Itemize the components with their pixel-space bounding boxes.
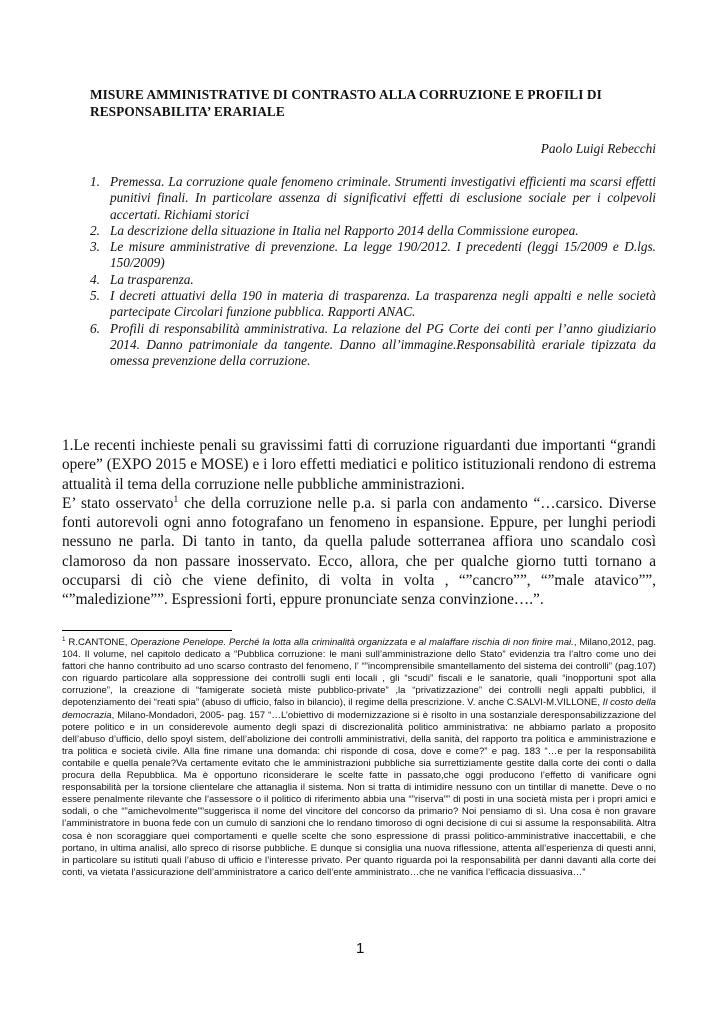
toc-item-number: 4. xyxy=(90,271,100,287)
footnote-author: R.CANTONE, xyxy=(65,637,131,648)
toc-item xyxy=(90,223,656,239)
toc-item xyxy=(90,321,656,370)
footnote-text: , Milano,2012, pag. 104. Il volume, nel capitolo dedicato a “Pubblica corruzione: le mani sull’amministrazione dello Stato” evidenzia tra l’altro come uno dei fattori che hanno contribuito ad uno scarso contrasto del fenomeno, l’ “”incomprensibile smantellamento del sistema dei controlli” (pag.107) con riguardo particolare alla soppressione dei controlli sugli enti locali , gli “scudi” fiscali e le sanatorie, quali “inopportuni spot alla corruzione”, la creazione di “famigerate società miste pubblico-private” ,la “privatizzazione” dei controlli negli appalti pubblici, il depotenziamento dei “reati spia” (abuso di ufficio, falso in bilancio), il regime della prescrizione. V. anche C.SALVI-M.VILLONE, xyxy=(62,637,656,709)
page-number: 1 xyxy=(356,940,365,957)
table-of-contents xyxy=(90,174,656,370)
footnote-separator xyxy=(62,630,232,631)
footnote-number: 1 xyxy=(62,635,66,643)
toc-item-number: 5. xyxy=(90,288,100,304)
footnote-book-title: Operazione Penelope. Perché la lotta alla criminalità organizzata e al malaffare rischia di non finire mai. xyxy=(130,637,574,648)
toc-item-number: 6. xyxy=(90,320,100,336)
toc-item xyxy=(90,174,656,223)
body-text xyxy=(62,436,656,610)
footnote-reference[interactable]: 1 xyxy=(173,493,179,505)
footnote xyxy=(62,637,656,879)
paragraph-1: 1.Le recenti inchieste penali su gravissimi fatti di corruzione riguardanti due importanti “grandi opere” (EXPO 2015 e MOSE) e i loro effetti mediatici e politico istituzionali rendono di estrema attualità il tema della corruzione nelle pubbliche amministrazioni. xyxy=(62,437,656,493)
paragraph-2-start: E’ stato osservato xyxy=(62,494,174,512)
toc-item-text: Le misure amministrative di prevenzione. La legge 190/2012. I precedenti (leggi 15/2009 e D.lgs. 150/2009) xyxy=(110,239,656,271)
toc-item xyxy=(90,288,656,321)
toc-item xyxy=(90,239,656,272)
toc-item xyxy=(90,272,656,288)
paragraph-2 xyxy=(62,494,656,610)
toc-item-number: 1. xyxy=(90,174,100,189)
toc-item-text: Profili di responsabilità amministrativa. La relazione del PG Corte dei conti per l’anno giudiziario 2014. Danno patrimoniale da tangente. Danno all’immagine.Responsabilità erariale tipizzata da omessa prevenzione della corruzione. xyxy=(110,320,656,369)
footnote-text-2: , Milano-Mondadori, 2005- pag. 157 “…L’obiettivo di modernizzazione si è risolto in una sostanziale deresponsabilizzazione del potere politico e in un considerevole aumento degli spazi di discrezionalità politico amministrativa: ne abbiamo parlato a proposito dell’abuso d’ufficio, dello spoyl sistem, dell’abolizione dei controlli amministrativi, della sanità, del rapporto tra politica e amministrazione e tra politica e società civile. Alla fine rimane una domanda: chi risponde di cosa, dove e come?” e pag. 183 “…e per la responsabilità contabile e quella penale?Va certamente evitato che le amministrazioni pubbliche sia surrettiziamente gestite dalla corte dei conti o dalla procura della Repubblica. Ma è opportuno riconsiderare le scelte fatte in passato,che oggi producono l’effetto di vanificare ogni responsabilità per la torsione clientelare che attanaglia il sistema. Non si tratta di intimidire nessuno con un tintillar di manette. Deve o no essere penalmente rilevante che l’assessore o il politico di riferimento abbia una “”riserva”” di posti in una società mista per i propri amici e sodali, o che “”amichevolmente””suggerisca il nome del vincitore del concorso da primario? Noi pensiamo di sì. Una cosa è non gravare l’amministratore in buona fede con un cumulo di sanzioni che lo rendano timoroso di ogni decisione di cui si assume la responsabilità. Altra cosa è non scoraggiare quei comportamenti e quelle scelte che sono espressione di prassi politico-amministrative inaccettabili, e che portano, in ultima analisi, allo spreco di risorse pubbliche. E dunque si consiglia una nuova riflessione, attenta all’esperienza di questi anni, in particolare su istituti quali l’abuso di ufficio e l’interesse privato. Per quanto riguarda poi la responsabilità per danni davanti alla corte dei conti, va vietata l’assicurazione dell’amministratore a carico dell’ente amministrato…che ne vanifica l’efficacia dissuasiva…” xyxy=(62,709,656,878)
toc-item-text: La trasparenza. xyxy=(110,271,194,287)
toc-item-text: Premessa. La corruzione quale fenomeno criminale. Strumenti investigativi efficienti ma scarsi effetti punitivi finali. In particolare assenza di significativi effetti di esclusione sociale per i colpevoli accertati. Richiami storici xyxy=(110,174,656,222)
paragraph-2-rest: che della corruzione nelle p.a. si parla con andamento “…carsico. Diverse fonti autorevoli ogni anno fotografano un fenomeno in espansione. Eppure, per lunghi periodi nessuno ne parla. Di tanto in tanto, da quella palude sotterranea affiora uno scandalo così clamoroso da non passare inosservato. Ecco, allora, che per qualche giorno tutti tornano a occuparsi di ciò che viene definito, di volta in volta , “”cancro””, “”male atavico””, “”maledizione””. Espressioni forti, eppure pronunciate senza convinzione….”. xyxy=(62,494,656,609)
toc-item-number: 2. xyxy=(90,222,100,238)
toc-item-text: La descrizione della situazione in Italia nel Rapporto 2014 della Commissione europea. xyxy=(110,222,579,238)
toc-item-number: 3. xyxy=(90,239,100,255)
footnote-book-title-2: Il costo della democrazia xyxy=(62,697,656,721)
toc-item-text: I decreti attuativi della 190 in materia di trasparenza. La trasparenza negli appalti e nelle società partecipate Circolari funzione pubblica. Rapporti ANAC. xyxy=(110,288,656,320)
document-title: MISURE AMMINISTRATIVE DI CONTRASTO ALLA CORRUZIONE E PROFILI DI RESPONSABILITA’ ERARIALE xyxy=(90,87,602,119)
author-name: Paolo Luigi Rebecchi xyxy=(540,141,656,156)
